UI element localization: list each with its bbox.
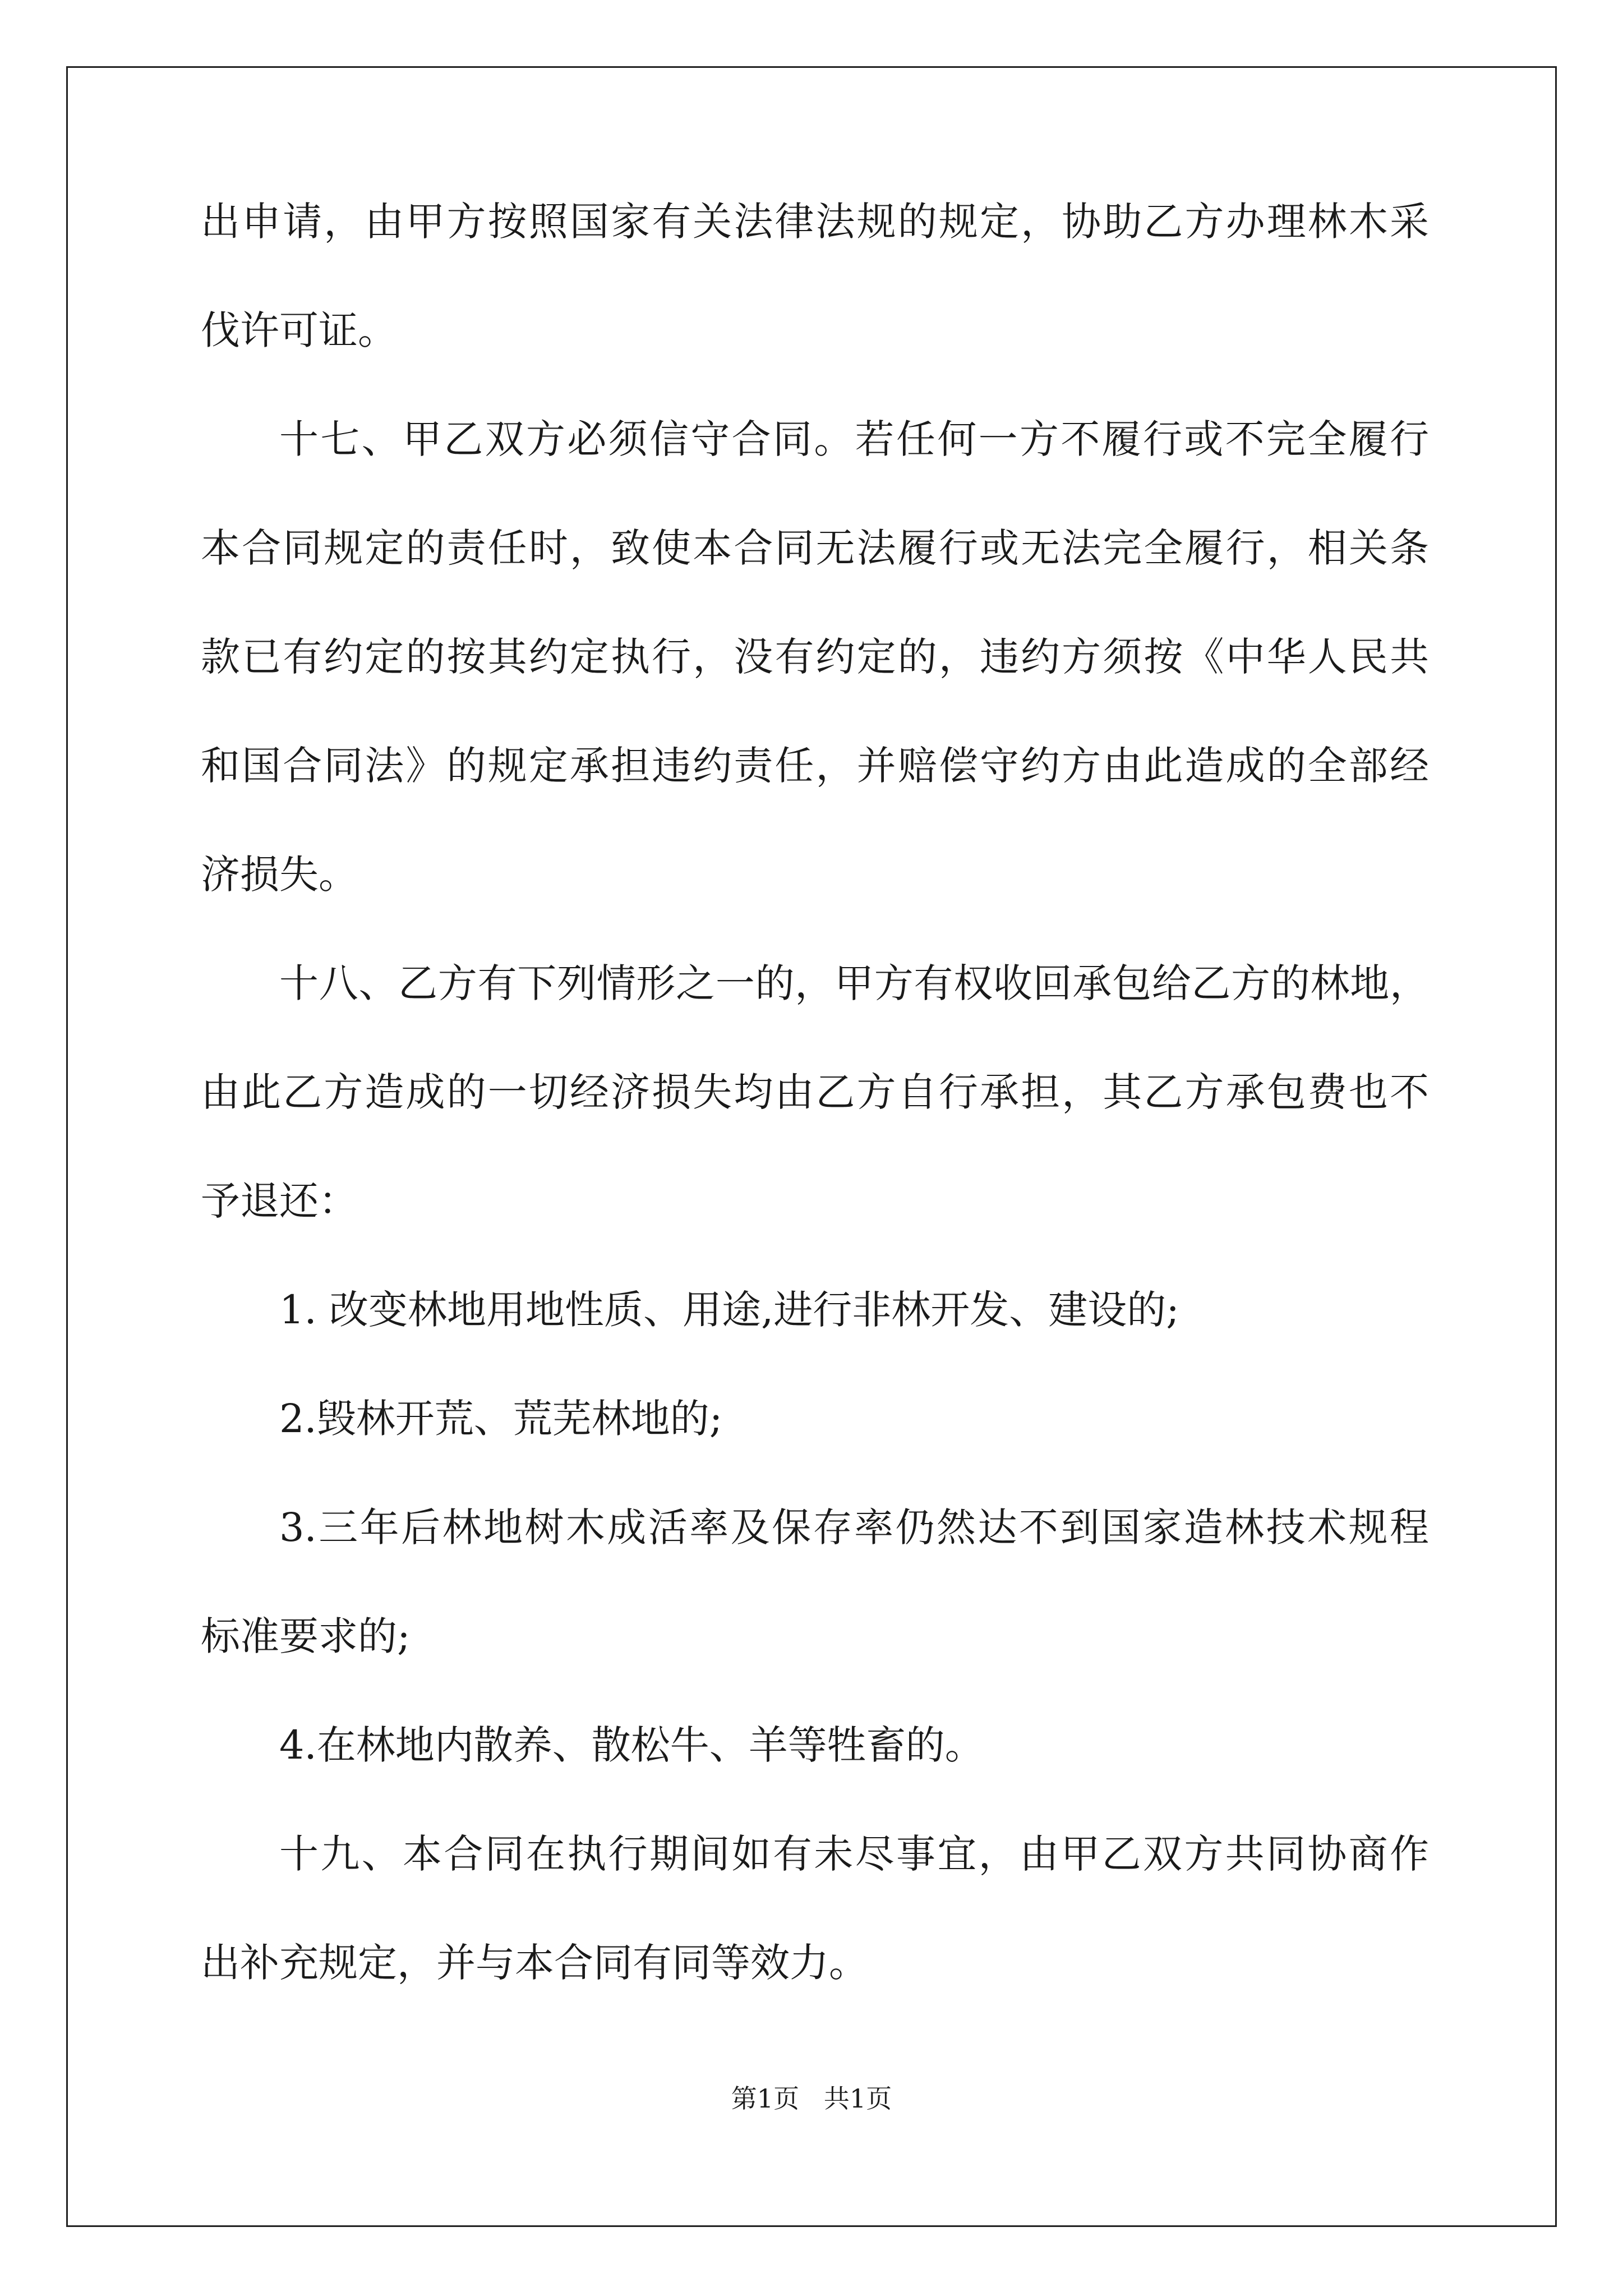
list-item-3-line-1: 3.三年后林地树木成活率及保存率仍然达不到国家造林技术规程 — [279, 1504, 1429, 1550]
list-item-3-line-2: 标准要求的; — [201, 1613, 411, 1659]
page-number-footer: 第1页 共1页 — [731, 2083, 892, 2114]
clause-19-line-2: 出补充规定，并与本合同有同等效力。 — [201, 1940, 868, 1986]
clause-17-line-5: 济损失。 — [201, 852, 358, 898]
list-item-4: 4.在林地内散养、散松牛、羊等牲畜的。 — [279, 1722, 984, 1768]
list-item-2: 2.毁林开荒、荒芜林地的; — [279, 1396, 723, 1442]
clause-19-line-1: 十九、本合同在执行期间如有未尽事宜，由甲乙双方共同协商作 — [279, 1831, 1429, 1877]
clause-17-line-2: 本合同规定的责任时，致使本合同无法履行或无法完全履行，相关条 — [201, 525, 1429, 571]
document-body — [201, 199, 1429, 2052]
clause-17-line-1: 十七、甲乙双方必须信守合同。若任何一方不履行或不完全履行 — [279, 416, 1429, 462]
clause-18-line-3: 予退还： — [201, 1178, 358, 1224]
text-line-1: 出申请，由甲方按照国家有关法律法规的规定，协助乙方办理林木采 — [201, 199, 1429, 245]
clause-18-line-2: 由此乙方造成的一切经济损失均由乙方自行承担，其乙方承包费也不 — [201, 1069, 1429, 1115]
text-line-2: 伐许可证。 — [201, 307, 397, 353]
clause-17-line-4: 和国合同法》的规定承担违约责任，并赔偿守约方由此造成的全部经 — [201, 743, 1429, 789]
list-item-1: 1. 改变林地用地性质、用途,进行非林开发、建设的; — [279, 1287, 1179, 1333]
clause-18-line-1: 十八、乙方有下列情形之一的，甲方有权收回承包给乙方的林地， — [279, 960, 1429, 1006]
clause-17-line-3: 款已有约定的按其约定执行，没有约定的，违约方须按《中华人民共 — [201, 634, 1429, 680]
